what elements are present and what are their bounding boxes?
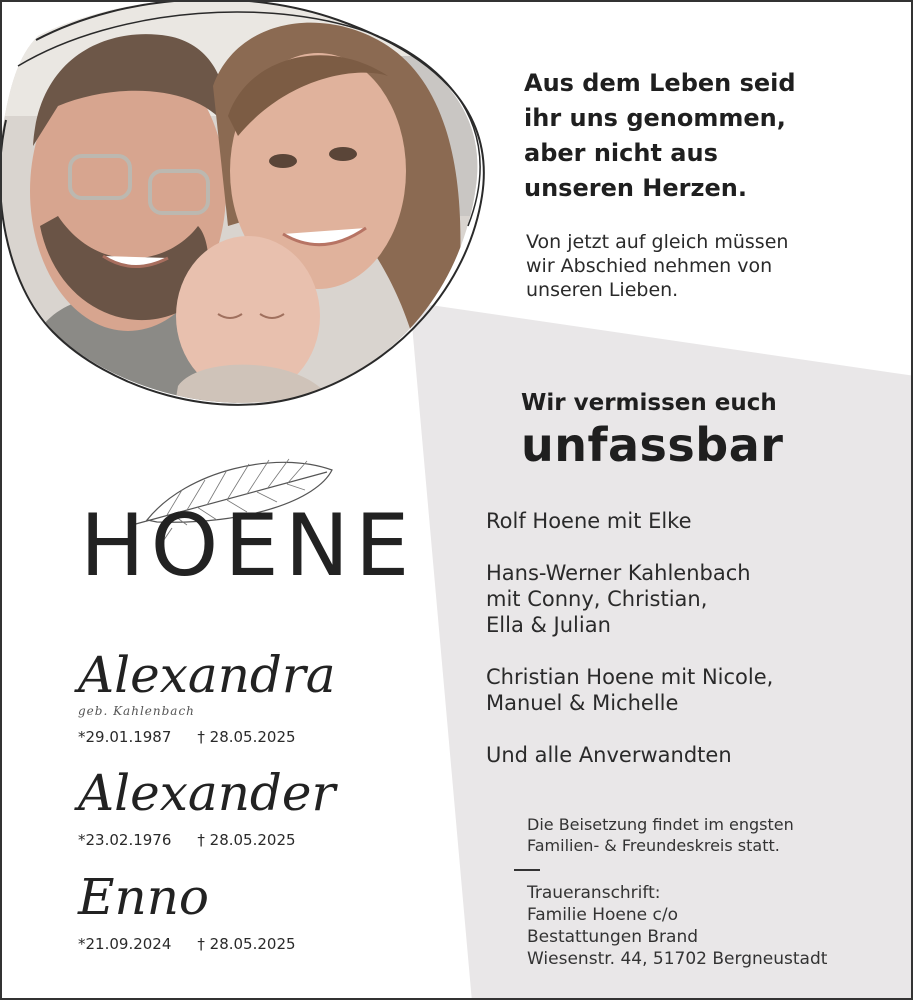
family-portrait-photo: [0, 0, 498, 416]
mourner-line: Hans-Werner Kahlenbach: [486, 561, 751, 585]
motto-line: Aus dem Leben seid: [524, 69, 796, 97]
burial-note: [527, 814, 794, 856]
address-line: Wiesenstr. 44, 51702 Bergneustadt: [527, 949, 828, 969]
intro-line: wir Abschied nehmen von: [526, 255, 773, 277]
mourner-line: Christian Hoene mit Nicole,: [486, 665, 774, 689]
death-date: † 28.05.2025: [197, 935, 296, 953]
maiden-name: geb. Kahlenbach: [78, 704, 195, 718]
motto-quote: [524, 66, 884, 206]
life-dates: [78, 935, 296, 953]
mourning-emphasis: unfassbar: [521, 418, 784, 472]
intro-line: unseren Lieben.: [526, 279, 679, 301]
motto-line: unseren Herzen.: [524, 174, 747, 202]
address-line: Bestattungen Brand: [527, 927, 699, 947]
birth-date: *23.02.1976: [78, 831, 172, 849]
mourning-address: [527, 882, 827, 970]
mourner-line: Manuel & Michelle: [486, 691, 679, 715]
mourner-line: Und alle Anverwandten: [486, 743, 732, 767]
intro-line: Von jetzt auf gleich müssen: [526, 231, 789, 253]
burial-line: Familien- & Freundeskreis statt.: [527, 836, 780, 855]
motto-line: aber nicht aus: [524, 139, 718, 167]
mourner-line: Rolf Hoene mit Elke: [486, 509, 692, 533]
deceased-name: Alexander: [78, 764, 336, 822]
life-dates: [78, 728, 296, 746]
birth-date: *21.09.2024: [78, 935, 172, 953]
motto-line: ihr uns genommen,: [524, 104, 786, 132]
family-name: HOENE: [80, 496, 416, 596]
deceased-name: Alexandra: [78, 646, 336, 704]
mourners-list: [486, 508, 906, 768]
mourner-line: Ella & Julian: [486, 613, 611, 637]
birth-date: *29.01.1987: [78, 728, 172, 746]
mourning-heading: Wir vermissen euch: [521, 390, 777, 416]
divider: [514, 869, 540, 871]
death-date: † 28.05.2025: [197, 728, 296, 746]
burial-line: Die Beisetzung findet im engsten: [527, 815, 794, 834]
address-line: Familie Hoene c/o: [527, 905, 678, 925]
deceased-name: Enno: [78, 868, 210, 926]
address-label: Traueranschrift:: [527, 883, 661, 903]
mourner-line: mit Conny, Christian,: [486, 587, 708, 611]
death-date: † 28.05.2025: [197, 831, 296, 849]
intro-text: [526, 230, 886, 302]
life-dates: [78, 831, 296, 849]
